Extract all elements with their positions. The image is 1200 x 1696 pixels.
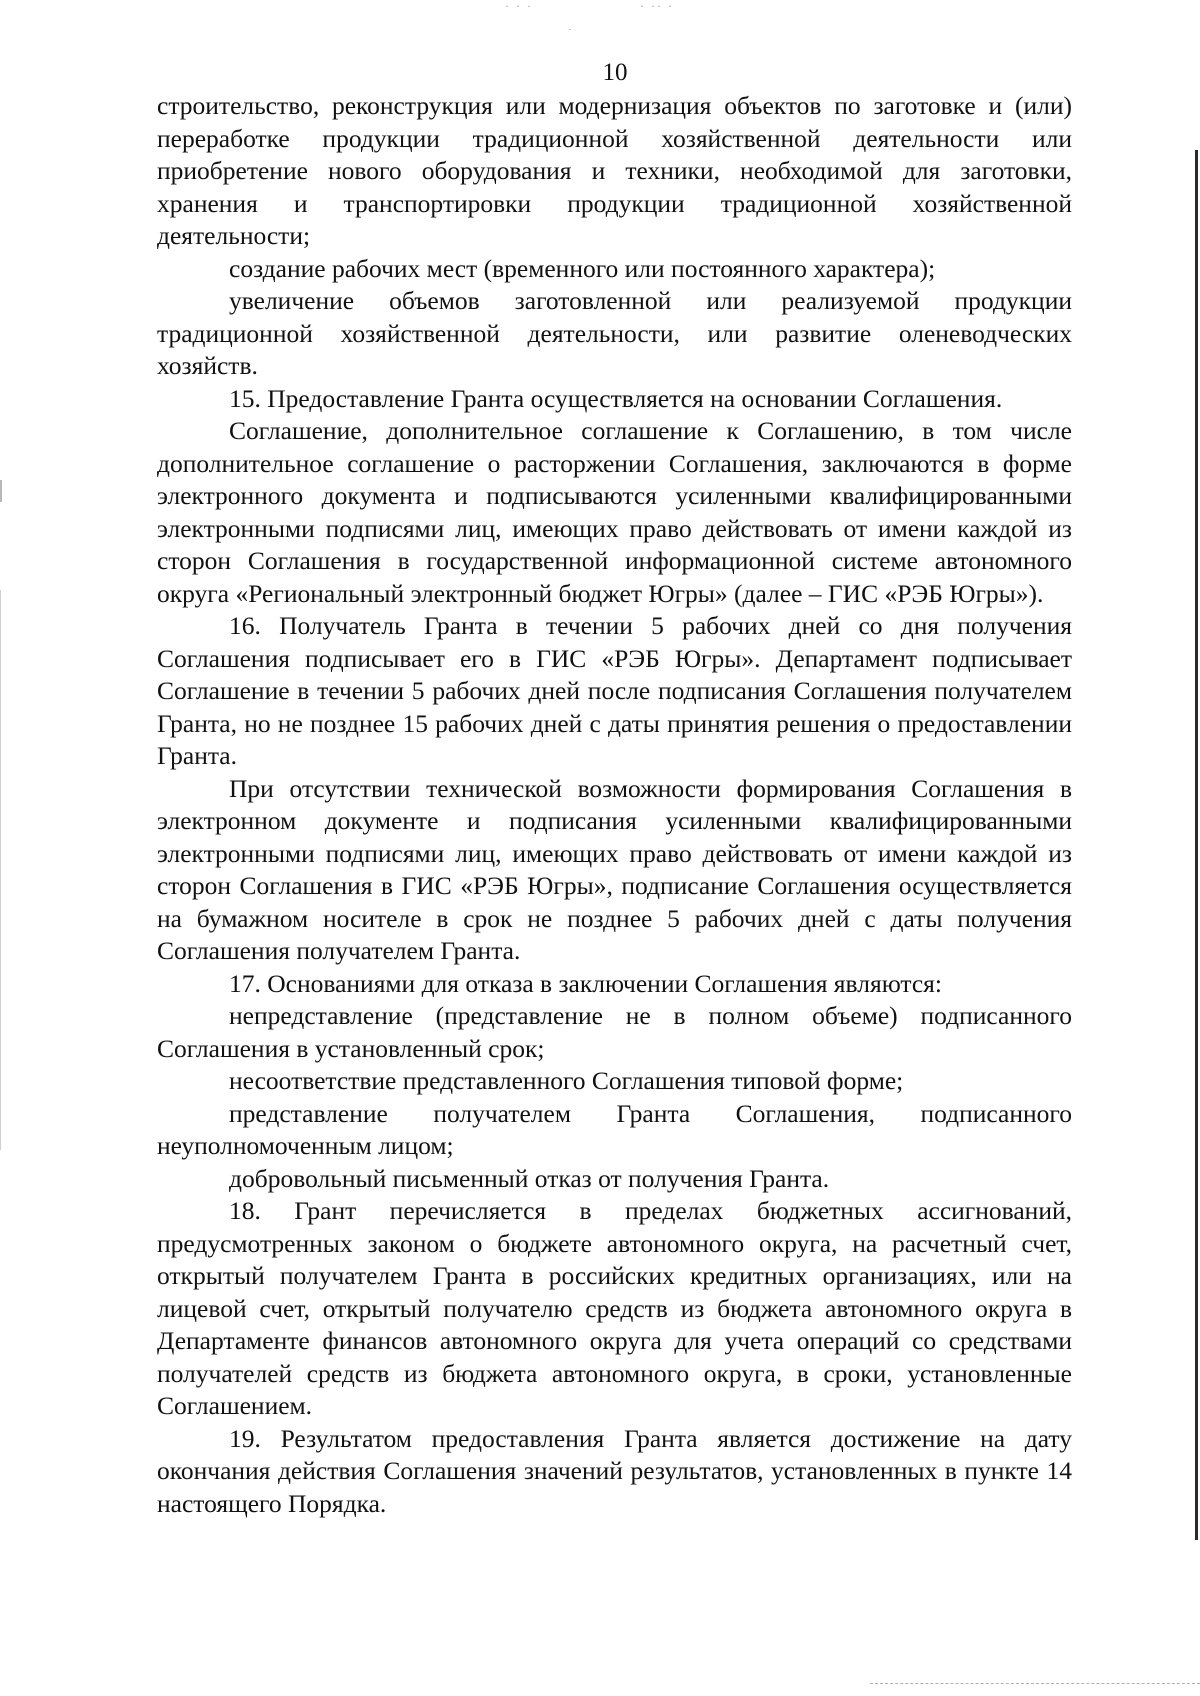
paragraph: Соглашение, дополнительное соглашение к Соглашению, в том числе дополнительное соглашение о расторжении Соглашения, заключаются в форме электронного документа и подписываются усиленными квалифицированными электронными подписями лиц, имеющих право действовать от имени каждой из сторон Соглашения в государственной информационной системе автономного округа «Региональный электронный бюджет Югры» (далее – ГИС «РЭБ Югры»).	[157, 416, 1072, 608]
document-body	[157, 90, 1072, 1520]
paragraph: строительство, реконструкция или модернизация объектов по заготовке и (или) переработке продукции традиционной хозяйственной деятельности или приобретение нового оборудования и техники, необходимой для заготовки, хранения и транспортировки продукции традиционной хозяйственной деятельности;	[157, 91, 1072, 250]
paragraph: несоответствие представленного Соглашения типовой форме;	[229, 1066, 904, 1095]
page-number: 10	[602, 59, 628, 86]
scan-edge-right	[1195, 150, 1198, 1540]
scan-edge-left	[0, 590, 1, 1150]
scan-edge-left	[0, 480, 2, 502]
paragraph: 17. Основаниями для отказа в заключении Соглашения являются:	[229, 968, 942, 998]
paragraph: представление получателем Гранта Соглашения, подписанного неуполномоченным лицом;	[157, 1098, 1072, 1160]
scan-artifact: · ·· ·	[640, 0, 674, 13]
scan-artifact: · · ·	[505, 0, 533, 13]
paragraph: 19. Результатом предоставления Гранта является достижение на дату окончания действия Соглашения значений результатов, установленных в пункте 14 настоящего Порядка.	[157, 1423, 1072, 1518]
paragraph: добровольный письменный отказ от получения Гранта.	[229, 1163, 830, 1193]
paragraph: создание рабочих мест (временного или постоянного характера);	[229, 253, 936, 283]
paragraph: При отсутствии технической возможности формирования Соглашения в электронном документе и подписания усиленными квалифицированными электронными подписями лиц, имеющих право действовать от имени каждой из сторон Соглашения в ГИС «РЭБ Югры», подписание Соглашения осуществляется на бумажном носителе в срок не позднее 5 рабочих дней с даты получения Соглашения получателем Гранта.	[157, 773, 1072, 965]
scan-artifact: ·	[568, 24, 574, 36]
scan-edge-bottom	[870, 1683, 1200, 1684]
paragraph: 18. Грант перечисляется в пределах бюджетных ассигнований, предусмотренных законом о бюджете автономного округа, на расчетный счет, открытый получателем Гранта в российских кредитных организациях, или на лицевой счет, открытый получателю средств из бюджета автономного округа в Департаменте финансов автономного округа для учета операций со средствами получателей средств из бюджета автономного округа, в сроки, установленные Соглашением.	[157, 1196, 1072, 1420]
paragraph: увеличение объемов заготовленной или реализуемой продукции традиционной хозяйственной деятельности, или развитие оленеводческих хозяйств.	[157, 286, 1072, 380]
paragraph: 16. Получатель Гранта в течении 5 рабочих дней со дня получения Соглашения подписывает его в ГИС «РЭБ Югры». Департамент подписывает Соглашение в течении 5 рабочих дней после подписания Соглашения получателем Гранта, но не позднее 15 рабочих дней с даты принятия решения о предоставлении Гранта.	[157, 611, 1072, 770]
paragraph: непредставление (представление не в полном объеме) подписанного Соглашения в установленный срок;	[157, 1001, 1072, 1063]
paragraph: 15. Предоставление Гранта осуществляется на основании Соглашения.	[229, 383, 1003, 413]
